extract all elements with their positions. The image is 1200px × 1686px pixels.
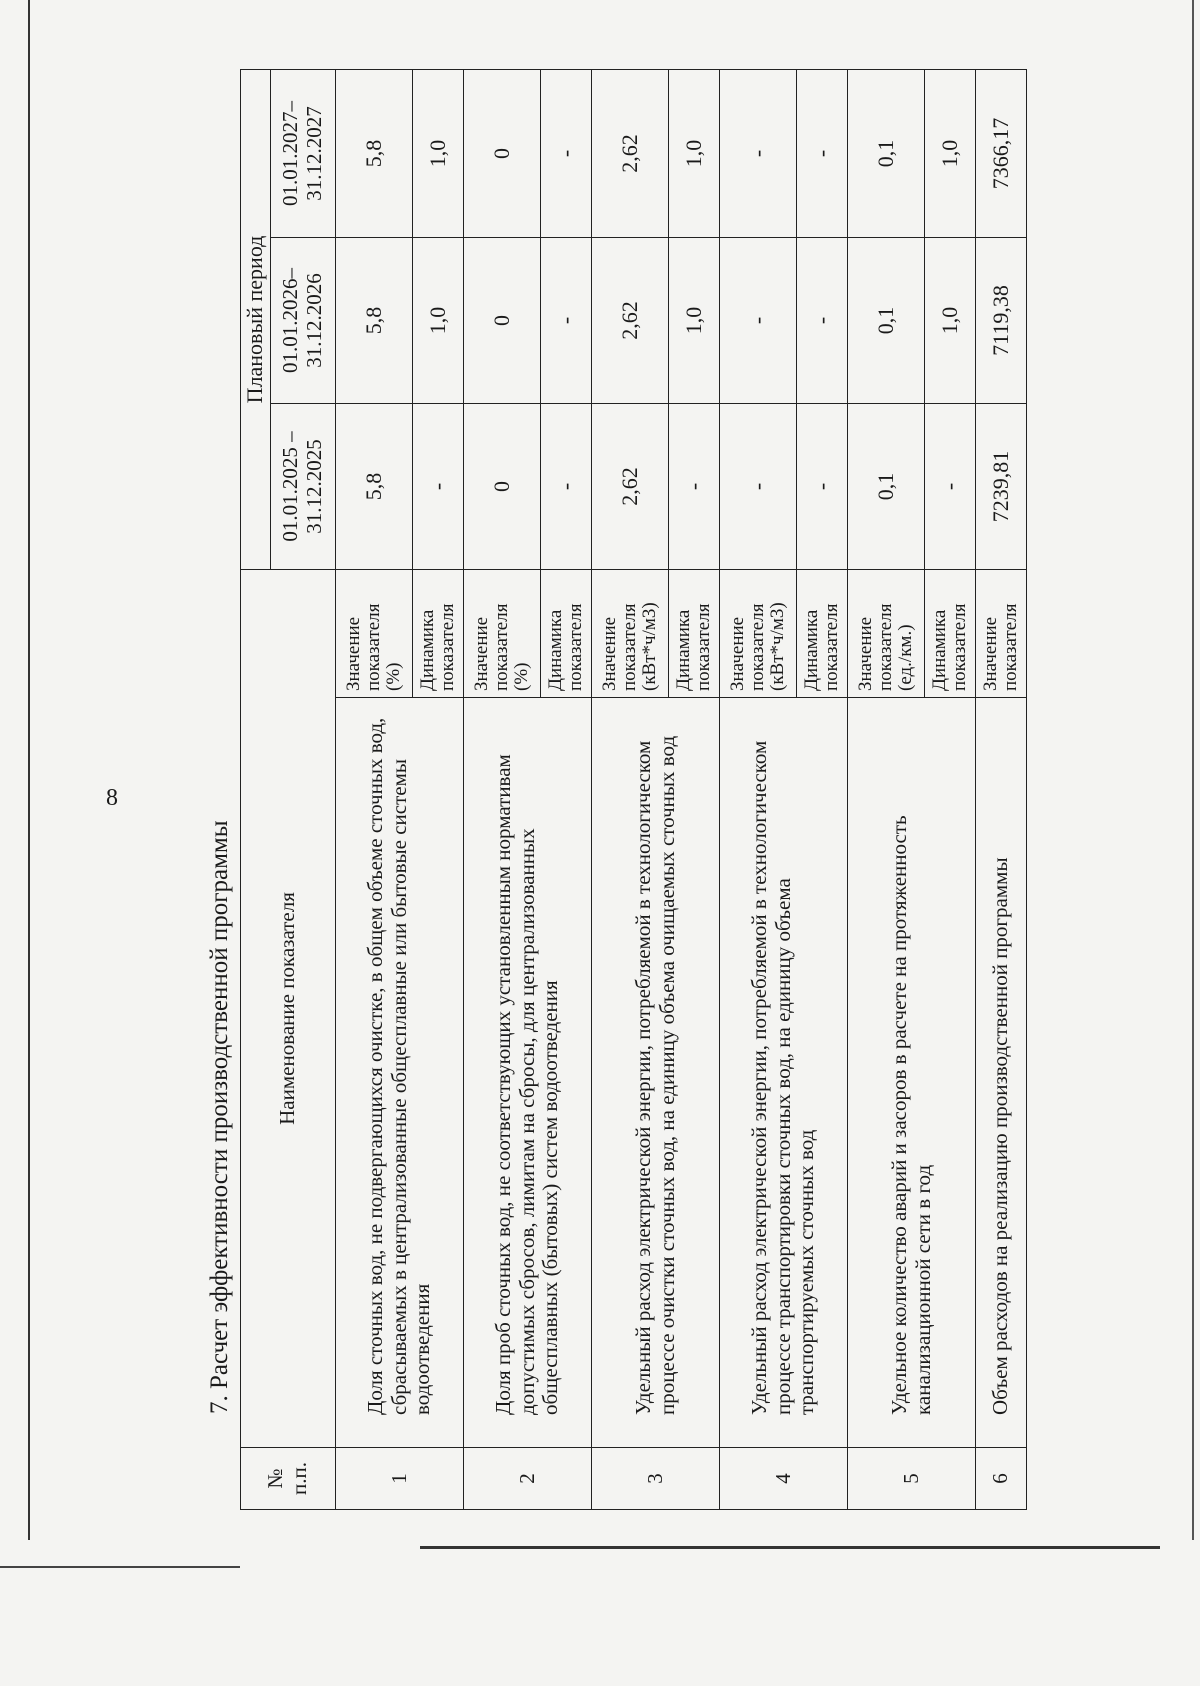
value-2027: 7366,17 [976,69,1027,237]
header-period-2026: 01.01.2026– 31.12.2026 [270,237,335,403]
sub-label: Значение показателя (кВт*ч/м3) [720,569,797,697]
row-number: 1 [336,1448,464,1510]
indicator-name: Доля сточных вод, не подвергающихся очистке, в общем объеме сточных вод, сбрасываемых в централизованные общесплавные или бытовые системы водоотведения [336,698,464,1448]
header-name: Наименование показателя [241,569,336,1447]
value-2025: - [541,403,592,569]
value-2025: - [413,403,464,569]
sub-label: Значение показателя (ед./км.) [848,569,925,697]
value-2026: - [720,237,797,403]
value-2025: - [797,403,848,569]
value-2025: 7239,81 [976,403,1027,569]
value-2026: 2,62 [592,237,669,403]
row-number: 6 [976,1448,1027,1510]
value-2026: - [797,237,848,403]
table-row [336,69,413,1509]
scan-border-right [1192,0,1194,1540]
indicator-name: Объем расходов на реализацию производственной программы [976,698,1027,1448]
indicator-name: Удельный расход электрической энергии, потребляемой в технологическом процессе транспортировки сточных вод, на единицу объема транспортируемых сточных вод [720,698,848,1448]
value-2026: 5,8 [336,237,413,403]
value-2025: 2,62 [592,403,669,569]
value-2026: 1,0 [413,237,464,403]
value-2027: - [720,69,797,237]
sub-label: Динамика показателя [925,569,976,697]
scan-border-bottom [420,1546,1160,1549]
value-2025: 0,1 [848,403,925,569]
value-2026: 1,0 [925,237,976,403]
header-row-1 [241,69,271,1509]
value-2027: 0 [464,69,541,237]
row-number: 2 [464,1448,592,1510]
section-title: 7. Расчет эффективности производственной программы [206,820,233,1414]
header-planned-period: Плановый период [241,69,271,569]
sub-label: Динамика показателя [669,569,720,697]
rotated-content [200,70,1060,1510]
scan-border-left [28,0,30,1540]
value-2026: 7119,38 [976,237,1027,403]
indicators-table [240,69,1027,1510]
sub-label: Динамика показателя [541,569,592,697]
table-row [592,69,669,1509]
value-2025: 0 [464,403,541,569]
row-number: 4 [720,1448,848,1510]
value-2027: 1,0 [925,69,976,237]
value-2026: - [541,237,592,403]
sub-label: Динамика показателя [797,569,848,697]
indicator-name: Удельное количество аварий и засоров в расчете на протяженность канализационной сети в год [848,698,976,1448]
value-2027: - [541,69,592,237]
row-number: 5 [848,1448,976,1510]
value-2027: 2,62 [592,69,669,237]
sub-label: Значение показателя (кВт*ч/м3) [592,569,669,697]
table-row [976,69,1027,1509]
sub-label: Значение показателя [976,569,1027,697]
header-period-2025: 01.01.2025 – 31.12.2025 [270,403,335,569]
value-2027: 1,0 [413,69,464,237]
header-period-2027: 01.01.2027– 31.12.2027 [270,69,335,237]
indicator-name: Удельный расход электрической энергии, потребляемой в технологическом процессе очистки сточных вод, на единицу объема очищаемых сточных вод [592,698,720,1448]
value-2025: - [925,403,976,569]
value-2026: 0,1 [848,237,925,403]
scan-border-bottom-left [0,1566,240,1568]
sub-label: Значение показателя (%) [336,569,413,697]
value-2025: - [720,403,797,569]
sub-label: Значение показателя (%) [464,569,541,697]
sub-label: Динамика показателя [413,569,464,697]
header-num: № п.п. [241,1448,336,1510]
table-row [464,69,541,1509]
row-number: 3 [592,1448,720,1510]
value-2026: 1,0 [669,237,720,403]
value-2025: 5,8 [336,403,413,569]
value-2027: 1,0 [669,69,720,237]
table-row [848,69,925,1509]
value-2027: - [797,69,848,237]
indicator-name: Доля проб сточных вод, не соответствующих установленным нормативам допустимых сбросов, лимитам на сбросы, для централизованных общесплавных (бытовых) систем водоотведения [464,698,592,1448]
page-number: 8 [106,785,118,811]
value-2027: 0,1 [848,69,925,237]
table-row [720,69,797,1509]
value-2026: 0 [464,237,541,403]
value-2025: - [669,403,720,569]
value-2027: 5,8 [336,69,413,237]
